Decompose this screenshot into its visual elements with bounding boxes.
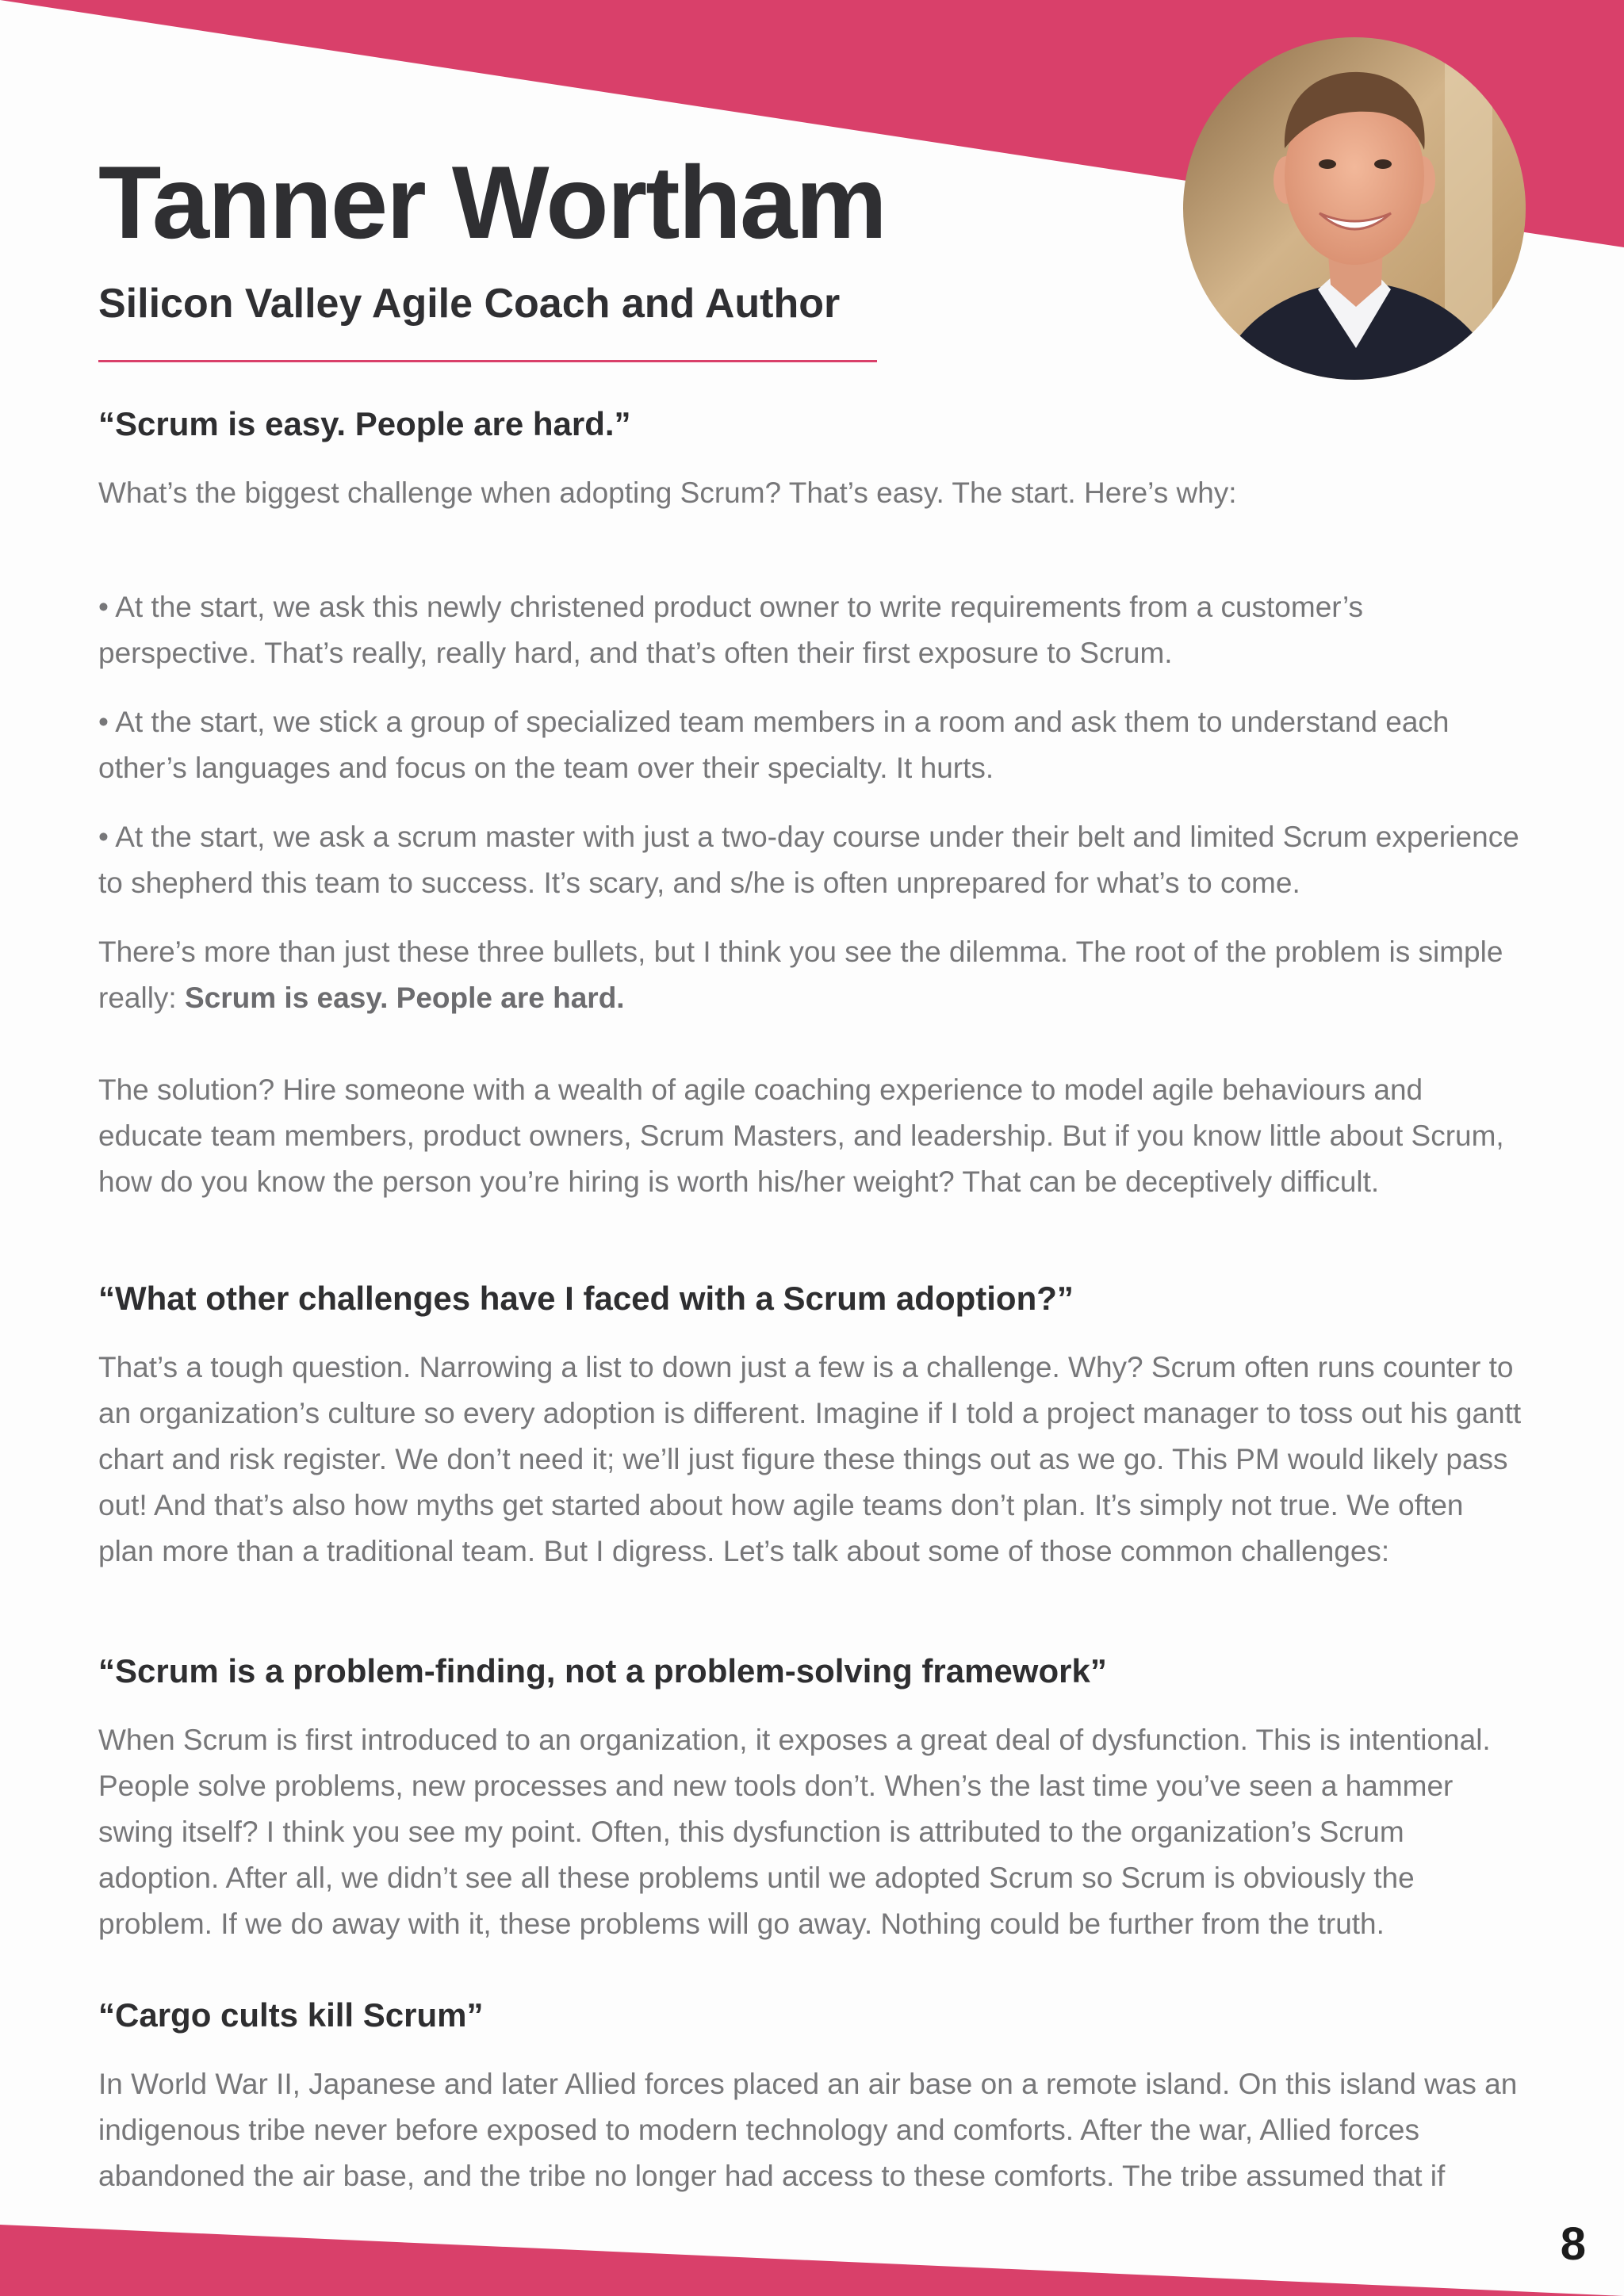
author-name: Tanner Wortham [98,144,886,260]
bottom-accent-band [0,2225,1624,2296]
section-heading: “What other challenges have I faced with a Scrum adoption?” [98,1280,1074,1317]
section-heading: “Scrum is a problem-finding, not a problem-solving framework” [98,1652,1107,1689]
section-cargo-cults [98,1993,1526,2199]
section-paragraph: In World War II, Japanese and later Allied forces placed an air base on a remote island. On this island was an indigenous tribe never before exposed to modern technology and comforts. After the war, Allied forces abandoned the air base, and the tribe no longer had access to these comforts. The tribe assumed that if [98,2068,1518,2192]
section-problem-finding [98,1649,1526,1947]
page-number: 8 [1560,2218,1586,2270]
author-role: Silicon Valley Agile Coach and Author [98,281,841,327]
page-content [98,143,1526,2199]
section-paragraph: That’s a tough question. Narrowing a list to down just a few is a challenge. Why? Scrum often runs counter to an organization’s culture so every adoption is different. Imagine if I told a project manager to toss out his gantt chart and risk register. We don’t need it; we’ll just figure these things out as we go. This PM would likely pass out! And that’s also how myths get started about how agile teams don’t plan. It’s simply not true. We often plan more than a traditional team. But I digress. Let’s talk about some of those common challenges: [98,1351,1522,1567]
title-divider [98,360,877,362]
dilemma-paragraph [98,929,1526,1021]
bullet-item: • At the start, we stick a group of specialized team members in a room and ask them to understand each other’s languages and focus on the team over their specialty. It hurts. [98,706,1450,784]
solution-paragraph: The solution? Hire someone with a wealth of agile coaching experience to model agile behaviours and educate team members, product owners, Scrum Masters, and leadership. But if you know little about Scrum, how do you know the person you’re hiring is worth his/her weight? That can be deceptively difficult. [98,1073,1504,1198]
intro-paragraph: What’s the biggest challenge when adopting Scrum? That’s easy. The start. Here’s why: [98,476,1237,509]
bullet-item: • At the start, we ask this newly christened product owner to write requirements from a customer’s perspective. That’s really, really hard, and that’s often their first exposure to Scrum. [98,591,1364,669]
section-paragraph: When Scrum is first introduced to an organization, it exposes a great deal of dysfunction. This is intentional. People solve problems, new processes and new tools don’t. When’s the last time you’ve seen a hammer swing itself? I think you see my point. Often, this dysfunction is attributed to the organization’s Scrum adoption. After all, we didn’t see all these problems until we adopted Scrum so Scrum is obviously the problem. If we do away with it, these problems will go away. Nothing could be further from the truth. [98,1724,1491,1940]
section-other-challenges [98,1276,1526,1575]
section-heading: “Scrum is easy. People are hard.” [98,405,631,442]
section-heading: “Cargo cults kill Scrum” [98,1996,484,2034]
bullet-item: • At the start, we ask a scrum master with just a two-day course under their belt and limited Scrum experience to shepherd this team to success. It’s scary, and s/he is often unprepared for what’s to come. [98,821,1519,899]
dilemma-bold-text: Scrum is easy. People are hard. [184,982,625,1014]
dilemma-text: There’s more than just these three bullets, but I think you see the dilemma. The root of the problem is simple really: [98,936,1503,1014]
section-scrum-easy [98,402,1526,1205]
